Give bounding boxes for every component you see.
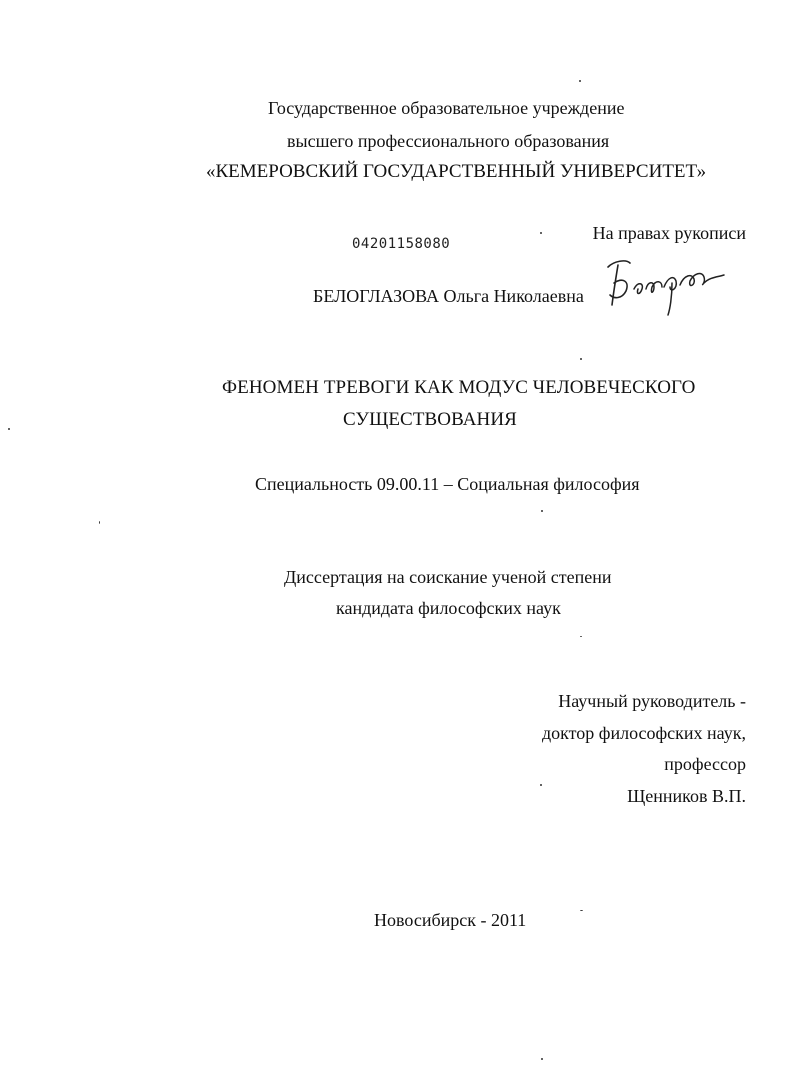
signature-image [600, 253, 730, 318]
scan-speck [541, 510, 543, 512]
author-name: БЕЛОГЛАЗОВА Ольга Николаевна [313, 286, 584, 306]
scan-speck [580, 358, 582, 360]
institution-name: «КЕМЕРОВСКИЙ ГОСУДАРСТВЕННЫЙ УНИВЕРСИТЕТ» [206, 161, 707, 182]
manuscript-note: На правах рукописи [592, 223, 746, 243]
scan-speck [99, 521, 100, 524]
institution-line-1: Государственное образовательное учреждение [268, 98, 625, 118]
degree-line-1: Диссертация на соискание ученой степени [284, 567, 612, 587]
dissertation-title-line-2: СУЩЕСТВОВАНИЯ [343, 409, 517, 430]
degree-line-2: кандидата философских наук [336, 598, 561, 618]
scan-speck [541, 1058, 543, 1060]
supervisor-name: Щенников В.П. [627, 786, 746, 806]
supervisor-rank: профессор [664, 754, 746, 774]
registration-code: 04201158080 [352, 236, 451, 252]
scan-speck [579, 80, 581, 82]
supervisor-role: Научный руководитель - [558, 691, 746, 711]
specialty: Специальность 09.00.11 – Социальная философия [255, 474, 640, 494]
scan-speck [540, 784, 542, 786]
scan-speck [580, 910, 583, 911]
scan-speck [540, 232, 542, 234]
institution-line-2: высшего профессионального образования [287, 131, 610, 151]
scan-speck [8, 428, 10, 430]
supervisor-degree: доктор философских наук, [542, 723, 746, 743]
scan-speck [580, 636, 582, 637]
city-year: Новосибирск - 2011 [374, 910, 527, 930]
dissertation-title-line-1: ФЕНОМЕН ТРЕВОГИ КАК МОДУС ЧЕЛОВЕЧЕСКОГО [222, 377, 696, 398]
